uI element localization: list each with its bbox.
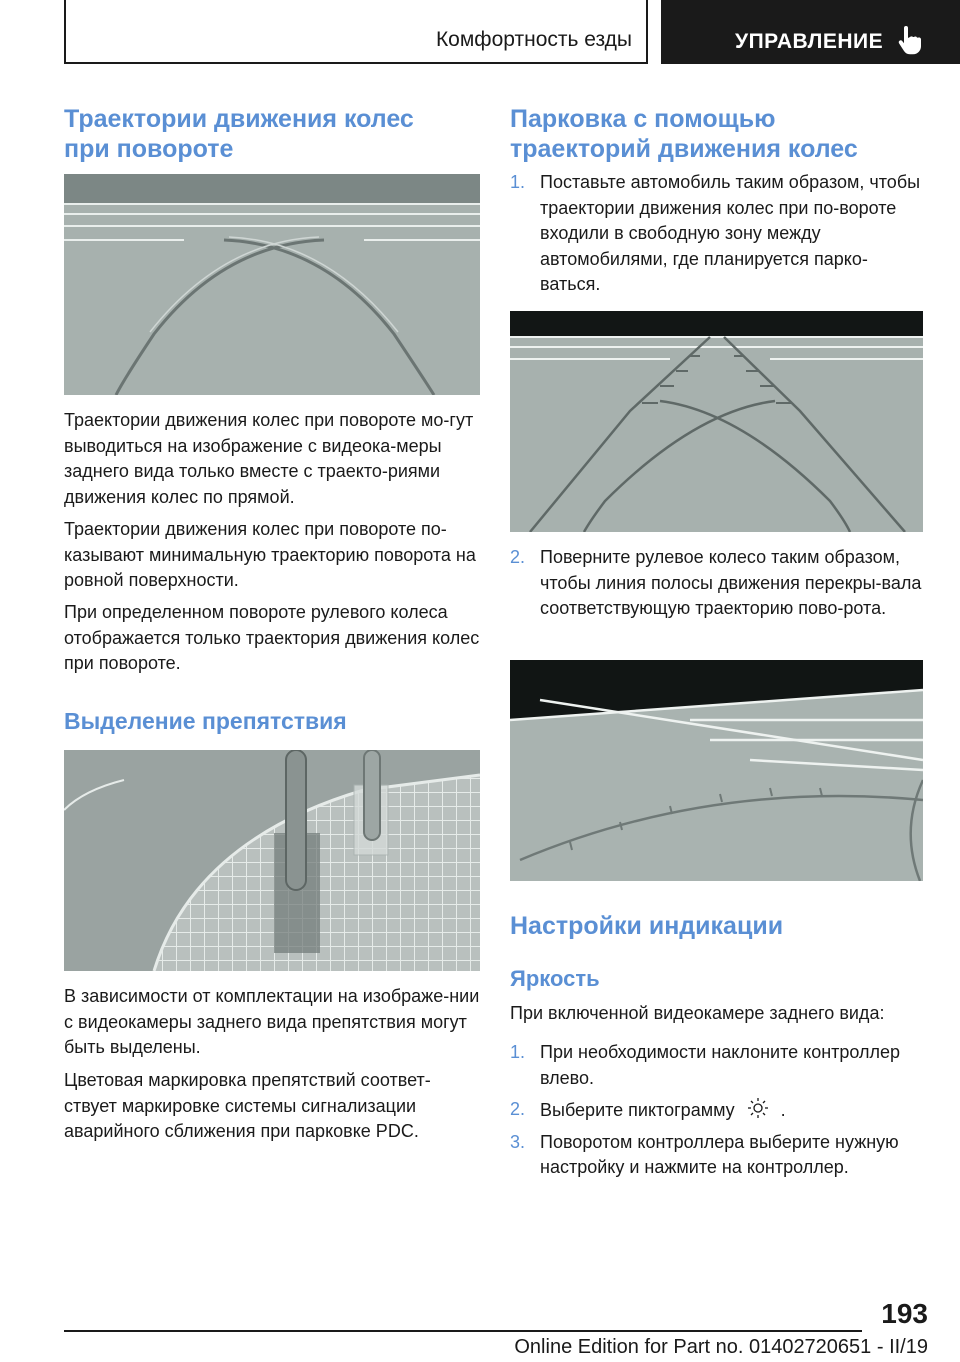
steps-parking-2 [510,545,925,622]
paragraph-curved-3: При определенном повороте рулевого колеса отображается только траектория движения колес при повороте. [64,602,480,673]
paragraph-curved-2: Траектории движения колес при повороте по-казывают минимальную траекторию поворота на ровной поверхности. [64,519,476,590]
step-number: 2. [510,1099,526,1119]
page-number: 193 [881,1298,928,1329]
figure-curved-trajectories [64,174,480,395]
step-number: 3. [510,1131,526,1152]
list-item [510,545,925,622]
paragraph-brightness-intro: При включенной видеокамере заднего вида: [510,1003,885,1023]
hand-pointer-icon [897,26,923,56]
sun-icon [747,1097,769,1119]
paragraph-obstacle-1: В зависимости от комплектации на изображе-нии с видеокамеры заднего вида препятствия могут быть выделены. [64,986,480,1057]
list-item [510,1097,925,1124]
figure-parking-step-2 [510,660,923,881]
header-section-title: Комфортность езды [435,28,632,51]
step-text: Поворотом контроллера выберите нужную настройку и нажмите на контроллер. [540,1131,899,1177]
steps-brightness [510,1040,925,1181]
heading-display-settings: Настройки индикации [510,912,784,940]
step-text: Поставьте автомобиль таким образом, чтобы траектории движения колес при по-вороте входили в свободную зону между автомобилями, где планируется парко-ваться. [540,172,921,294]
step-number: 1. [510,1042,526,1062]
steps-parking-1 [510,170,925,298]
list-item [510,170,925,298]
step-number: 2. [510,547,526,567]
header-section-box [64,0,648,64]
figure-parking-step-1 [510,311,923,532]
step-number: 1. [510,172,526,192]
paragraph-curved-1: Траектории движения колес при повороте мо-гут выводиться на изображение с видеока-меры заднего вида только вместе с траекто-риями движения колес по прямой. [64,410,474,507]
step-text: Поверните рулевое колесо таким образом, чтобы линия полосы движения перекры-вала соответствующую траекторию пово-рота. [540,547,922,618]
step-text-end: . [780,1100,786,1120]
heading-parking-trajectories: Парковка с помощью траекторий движения колес [510,105,858,163]
heading-curved-trajectories: Траектории движения колес при повороте [64,105,414,163]
header-chapter-tab [661,0,960,64]
list-item [510,1040,925,1091]
footer-divider [64,1330,862,1332]
heading-brightness: Яркость [510,966,600,991]
heading-obstacle-marking: Выделение препятствия [64,708,347,734]
paragraph-obstacle-2: Цветовая маркировка препятствий соответ-ствует маркировке системы сигнализации аварийного сближения при парковке PDC. [64,1070,431,1141]
footer-edition: Online Edition for Part no. 01402720651 - II/19 [514,1336,928,1358]
step-text: При необходимости наклоните контроллер влево. [540,1042,901,1088]
figure-obstacle-marking [64,750,480,971]
header-chapter-title: УПРАВЛЕНИЕ [735,30,884,53]
list-item [510,1130,925,1181]
step-text: Выберите пиктограмму [540,1100,735,1120]
